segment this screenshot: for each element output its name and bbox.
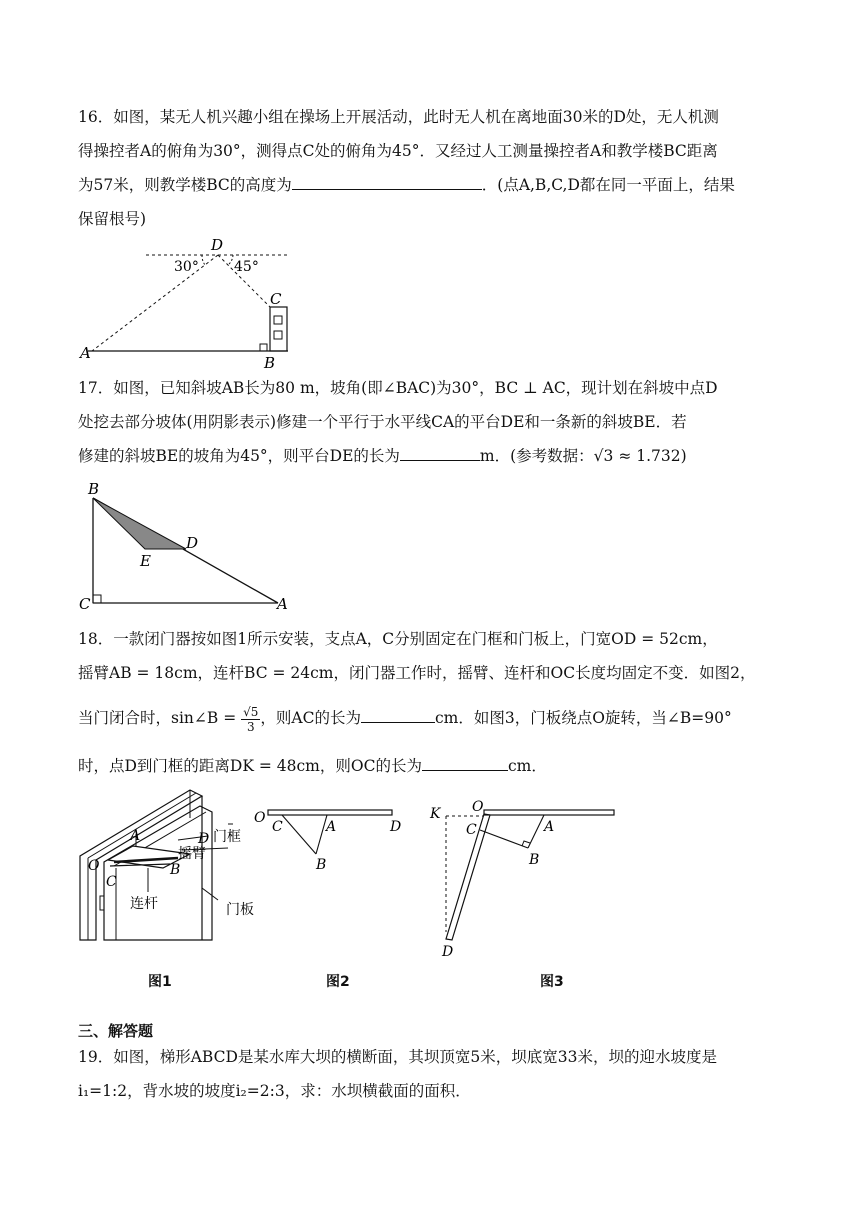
caption-figure-1: 图1 bbox=[148, 974, 172, 990]
fig2-label-A: A bbox=[326, 819, 337, 835]
fig1-label-O: O bbox=[88, 858, 100, 874]
q16-line1: 16．如图，某无人机兴趣小组在操场上开展活动，此时无人机在离地面30米的D处，无人机测 bbox=[78, 108, 719, 126]
fig16-label-A: A bbox=[80, 344, 91, 362]
fig3-label-B: B bbox=[529, 852, 540, 868]
fig2-label-O: O bbox=[254, 810, 266, 826]
fig3-label-C: C bbox=[466, 822, 477, 838]
q18-line3-text-c: cm．如图3，门板绕点O旋转，当∠B=90° bbox=[434, 709, 732, 727]
fig2-label-C: C bbox=[272, 819, 283, 835]
q18-line3-text-b: ，则AC的长为 bbox=[260, 709, 361, 727]
fig2-label-B: B bbox=[316, 857, 327, 873]
fig1-label-arm: 摇臂 bbox=[178, 846, 206, 862]
q18-line4-text-b: cm． bbox=[507, 757, 547, 775]
q16-line3-text-b: ．(点A,B,C,D都在同一平面上，结果 bbox=[481, 176, 735, 194]
q17-line1: 17．如图，已知斜坡AB长为80 m，坡角(即∠BAC)为30°，BC ⊥ AC，现计划在斜坡中点D bbox=[78, 379, 718, 397]
fraction-sqrt5-over-3: $\frac{√5}{3}$ bbox=[243, 704, 259, 734]
q17-line3 bbox=[78, 439, 784, 473]
fig1-label-B: B bbox=[170, 862, 181, 878]
q17-line3-text-b: m．(参考数据：√3 ≈ 1.732) bbox=[479, 447, 687, 465]
q16-line3 bbox=[78, 168, 784, 202]
q19-line1: 19．如图，梯形ABCD是某水库大坝的横断面，其坝顶宽5米，坝底宽33米，坝的迎水坡度是 bbox=[78, 1048, 717, 1066]
fig17-label-B: B bbox=[88, 480, 100, 498]
q18-line1: 18．一款闭门器按如图1所示安装，支点A，C分别固定在门框和门板上，门宽OD = 52cm， bbox=[78, 630, 718, 648]
fig16-angle-30: 30° bbox=[174, 259, 199, 275]
q16-line4: 保留根号) bbox=[78, 210, 147, 228]
fig3-label-K: K bbox=[430, 806, 441, 822]
fig16-label-C: C bbox=[270, 290, 282, 308]
caption-figure-3: 图3 bbox=[540, 974, 564, 990]
q18-figure-3 bbox=[426, 800, 626, 960]
q16-figure bbox=[78, 234, 308, 370]
fig1-label-D: D bbox=[198, 831, 210, 847]
q17-figure bbox=[78, 478, 298, 613]
fig16-angle-45: 45° bbox=[234, 259, 259, 275]
fig3-label-A: A bbox=[544, 819, 555, 835]
q18-line3 bbox=[78, 698, 784, 738]
q19-line2: i₁=1:2，背水坡的坡度i₂=2:3，求：水坝横截面的面积． bbox=[78, 1082, 471, 1100]
fig3-label-O: O bbox=[472, 800, 484, 815]
q18-figure-2 bbox=[250, 800, 410, 880]
answer-blank-16[interactable] bbox=[292, 171, 482, 190]
caption-figure-2: 图2 bbox=[326, 974, 350, 990]
q17-line3-text-a: 修建的斜坡BE的坡角为45°，则平台DE的长为 bbox=[78, 447, 400, 465]
fig16-label-B: B bbox=[264, 354, 276, 370]
fig1-label-A: A bbox=[130, 828, 141, 844]
q18-line4-text-a: 时，点D到门框的距离DK = 48cm，则OC的长为 bbox=[78, 757, 422, 775]
answer-blank-17[interactable] bbox=[400, 442, 480, 461]
q16-line2: 得操控者A的俯角为30°，测得点C处的俯角为45°．又经过人工测量操控者A和教学楼BC距离 bbox=[78, 142, 718, 160]
q18-line2: 摇臂AB = 18cm，连杆BC = 24cm，闭门器工作时，摇臂、连杆和OC长度均固定不变．如图2， bbox=[78, 664, 756, 682]
fig1-label-C: C bbox=[106, 874, 117, 890]
section-heading: 三、解答题 bbox=[78, 1022, 154, 1040]
fig17-label-D: D bbox=[186, 534, 199, 552]
answer-blank-18b[interactable] bbox=[422, 752, 508, 771]
answer-blank-18a[interactable] bbox=[361, 704, 435, 723]
fig1-label-rod: 连杆 bbox=[130, 896, 158, 912]
fig3-label-D: D bbox=[442, 944, 454, 960]
fig17-label-E: E bbox=[140, 552, 151, 570]
fig2-label-D: D bbox=[390, 819, 402, 835]
fig17-label-C: C bbox=[79, 595, 91, 613]
fig1-label-frame: 门框 bbox=[213, 829, 241, 845]
q16-line3-text-a: 为57米，则教学楼BC的高度为 bbox=[78, 176, 292, 194]
q17-line2: 处挖去部分坡体(用阴影表示)修建一个平行于水平线CA的平台DE和一条新的斜坡BE．若 bbox=[78, 413, 687, 431]
fig17-label-A: A bbox=[277, 595, 288, 613]
q18-line3-text-a: 当门闭合时，sin∠B = bbox=[78, 709, 237, 727]
fig16-label-D: D bbox=[211, 236, 224, 254]
fig1-label-door: 门板 bbox=[226, 902, 254, 918]
q18-line4 bbox=[78, 749, 784, 783]
